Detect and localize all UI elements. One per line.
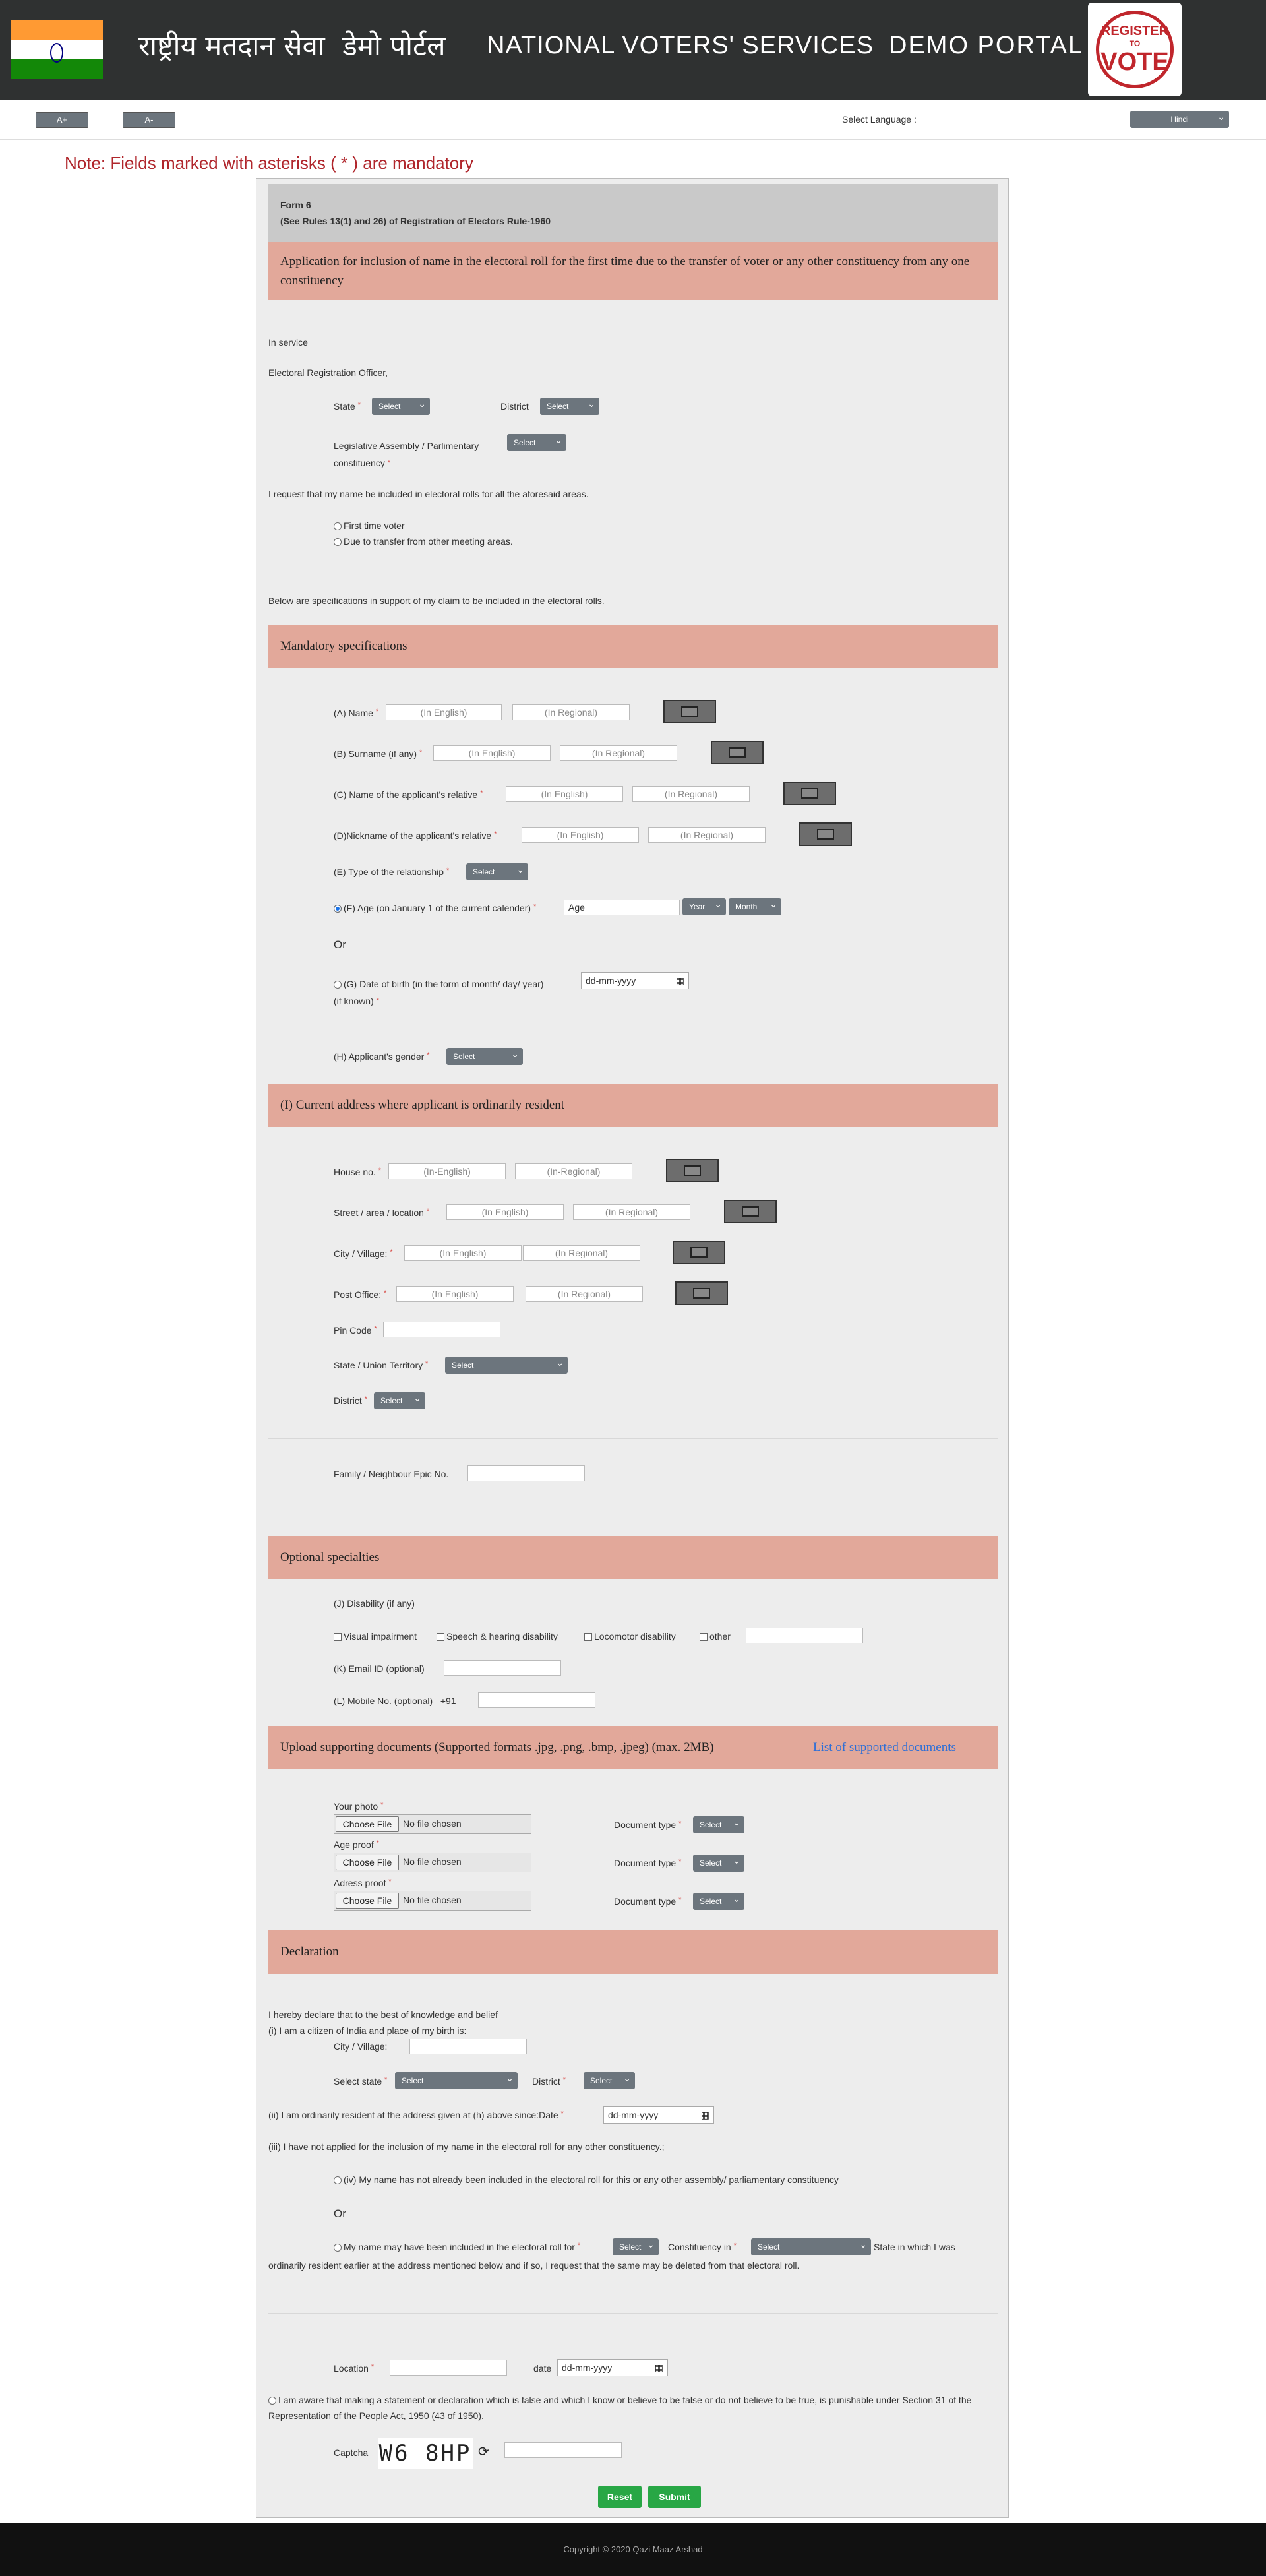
divider [268,2313,998,2314]
relative-english-input[interactable]: (In English) [506,786,623,802]
font-increase-button[interactable]: A+ [36,112,88,128]
hindi-title: राष्ट्रीय मतदान सेवा डेमो पोर्टल [138,30,446,62]
relative-label: (C) Name of the applicant's relative * [334,789,483,800]
post-regional-input[interactable]: (In Regional) [526,1286,643,1302]
relative-regional-input[interactable]: (In Regional) [632,786,750,802]
site-title: NATIONAL VOTERS' SERVICES [487,32,874,59]
keyboard-icon[interactable] [724,1200,777,1223]
city-english-input[interactable]: (In English) [404,1245,522,1261]
font-decrease-button[interactable]: A- [123,112,175,128]
form-header: Form 6 (See Rules 13(1) and 26) of Registration of Electors Rule-1960 [268,184,998,242]
demo-portal-label: DEMO PORTAL [889,32,1084,59]
photo-label: Your photo * [334,1801,384,1812]
assembly-label: Legislative Assembly / Parlimentary constituency * [334,441,479,468]
keyboard-icon[interactable] [666,1159,719,1182]
age-radio[interactable]: (F) Age (on January 1 of the current calender) * [334,903,536,913]
keyboard-icon[interactable] [673,1241,725,1264]
surname-label: (B) Surname (if any) * [334,749,423,759]
gender-select[interactable]: Select ⌄ [446,1048,523,1065]
keyboard-icon[interactable] [799,822,852,846]
keyboard-icon[interactable] [783,782,836,805]
locomotor-checkbox[interactable]: Locomotor disability [584,1631,676,1641]
post-english-input[interactable]: (In English) [396,1286,514,1302]
citizen-text: (i) I am a citizen of India and place of my birth is: [268,2025,467,2036]
state-ut-select[interactable]: Select ⌄ [445,1357,568,1374]
or-text: Or [334,938,346,951]
footer: Copyright © 2020 Qazi Maaz Arshad [0,2523,1266,2576]
toolbar [0,100,1266,140]
may-be-included-radio[interactable]: My name may have been included in the electoral roll for * [334,2242,580,2252]
pin-input[interactable] [383,1322,500,1337]
address-proof-label: Adress proof * [334,1878,392,1888]
declaration-date-input[interactable]: dd-mm-yyyy ▦ [557,2359,668,2376]
captcha-image: W6 8HP [378,2438,473,2469]
disability-label: (J) Disability (if any) [334,1598,415,1609]
month-select[interactable]: Month ⌄ [729,898,781,915]
epic-label: Family / Neighbour Epic No. [334,1469,449,1479]
dob-radio[interactable]: (G) Date of birth (in the form of month/ day/ year) (if known) * [334,979,544,1006]
house-regional-input[interactable]: (In-Regional) [515,1163,632,1179]
year-select[interactable]: Year ⌄ [682,898,726,915]
email-label: (K) Email ID (optional) [334,1663,425,1674]
language-select[interactable]: Hindi ⌄ [1130,111,1229,128]
house-label: House no. * [334,1167,381,1177]
doctype-label: Document type * [614,1858,682,1868]
request-text: I request that my name be included in electoral rolls for all the aforesaid areas. [268,489,589,499]
nickname-english-input[interactable]: (In English) [522,827,639,843]
relationship-label: (E) Type of the relationship * [334,867,450,877]
keyboard-icon[interactable] [663,700,716,723]
optional-heading: Optional specialties [268,1536,998,1579]
location-label: Location * [334,2363,375,2374]
in-service-text: In service [268,337,308,348]
street-regional-input[interactable]: (In Regional) [573,1204,690,1220]
post-office-label: Post Office: * [334,1289,387,1300]
address-heading: (I) Current address where applicant is ordinarily resident [268,1084,998,1127]
form-banner: Application for inclusion of name in the electoral roll for the first time due to the transfer of voter or any other constituency from any one constituency [268,242,998,300]
address-proof-file-input[interactable]: Choose File No file chosen [334,1891,531,1911]
not-applied-text: (iii) I have not applied for the inclusion of my name in the electoral roll for any other constituency.; [268,2141,665,2152]
street-label: Street / area / location * [334,1208,430,1218]
photo-file-input[interactable]: Choose File No file chosen [334,1814,531,1834]
city-regional-input[interactable]: (In Regional) [523,1245,640,1261]
register-to-vote-logo: REGISTER TO VOTE [1088,3,1182,96]
assembly-select[interactable]: Select ⌄ [507,434,566,451]
epic-input[interactable] [467,1465,585,1481]
form-6 [256,178,1009,2518]
location-input[interactable] [390,2360,507,2376]
address-district-select[interactable]: Select ⌄ [374,1392,425,1409]
submit-button[interactable]: Submit [648,2486,701,2508]
keyboard-icon[interactable] [675,1281,728,1305]
age-doctype-select[interactable]: Select ⌄ [693,1855,744,1872]
nickname-regional-input[interactable]: (In Regional) [648,827,766,843]
date-label: date [533,2363,552,2374]
birth-state-label: Select state * [334,2076,388,2087]
upload-heading: Upload supporting documents (Supported formats .jpg, .png, .bmp, .jpeg) (max. 2MB) List of supported documents [268,1726,998,1769]
deletion-request-text: ordinarily resident earlier at the address mentioned below and if so, I request that the same may be deleted from that electoral roll. [268,2260,800,2271]
name-regional-input[interactable]: (In Regional) [512,704,630,720]
state-ut-label: State / Union Territory * [334,1360,429,1370]
speech-hearing-checkbox[interactable]: Speech & hearing disability [437,1631,558,1641]
age-input[interactable]: Age [564,900,680,915]
first-time-voter-radio[interactable]: First time voter [334,520,405,531]
officer-text: Electoral Registration Officer, [268,367,388,378]
doctype-label: Document type * [614,1896,682,1907]
not-included-radio[interactable]: (iv) My name has not already been included in the electoral roll for this or any other assembly/ parliamentary constituency [334,2174,839,2185]
india-flag-icon [11,20,103,79]
gender-label: (H) Applicant's gender * [334,1051,430,1062]
other-checkbox[interactable]: other [700,1631,731,1641]
name-label: (A) Name * [334,708,379,718]
captcha-label: Captcha [334,2447,369,2458]
district-label: District [500,401,529,412]
other-input[interactable] [746,1628,863,1643]
mandatory-note: Note: Fields marked with asterisks ( * ) are mandatory [65,153,473,173]
mobile-label: (L) Mobile No. (optional) +91 [334,1696,456,1706]
street-english-input[interactable]: (In English) [446,1204,564,1220]
state-select[interactable]: Select ⌄ [372,398,430,415]
photo-doctype-select[interactable]: Select ⌄ [693,1816,744,1833]
birth-district-select[interactable]: Select ⌄ [584,2072,635,2089]
city-label: City / Village: * [334,1248,393,1259]
pin-label: Pin Code * [334,1325,377,1335]
constituency-in-label: Constituency in * [668,2242,737,2252]
divider [268,1438,998,1439]
mobile-input[interactable] [478,1692,595,1708]
dob-date-input[interactable]: dd-mm-yyyy ▦ [581,972,689,989]
state-text: State in which I was [874,2242,955,2252]
nickname-label: (D)Nickname of the applicant's relative * [334,830,497,841]
mandatory-heading: Mandatory specifications [268,625,998,668]
birth-city-input[interactable] [409,2039,527,2054]
age-proof-file-input[interactable]: Choose File No file chosen [334,1853,531,1872]
name-english-input[interactable]: (In English) [386,704,502,720]
visual-impairment-checkbox[interactable]: Visual impairment [334,1631,417,1641]
relationship-select[interactable]: Select ⌄ [466,863,528,880]
resident-since-label: (ii) I am ordinarily resident at the address given at (h) above since:Date * [268,2110,564,2120]
constituency-select[interactable]: Select ⌄ [613,2238,659,2255]
captcha-input[interactable] [504,2442,622,2458]
declaration-heading: Declaration [268,1930,998,1974]
site-header [0,0,1266,100]
surname-english-input[interactable]: (In English) [433,745,551,761]
aware-checkbox[interactable]: I am aware that making a statement or declaration which is false and which I know or believe to be false or do not believe to be true, is punishable under Section 31 of the Representation of the People Act, 1950 (43 of 1950). [268,2395,972,2421]
surname-regional-input[interactable]: (In Regional) [560,745,677,761]
keyboard-icon[interactable] [711,741,764,764]
transfer-radio[interactable]: Due to transfer from other meeting areas. [334,536,513,547]
age-proof-label: Age proof * [334,1839,379,1850]
state-label: State * [334,401,361,412]
district-select[interactable]: Select ⌄ [540,398,599,415]
declaration-intro: I hereby declare that to the best of knowledge and belief [268,2009,498,2020]
house-english-input[interactable]: (In-English) [388,1163,506,1179]
address-district-label: District * [334,1395,367,1406]
doctype-label: Document type * [614,1820,682,1830]
below-text: Below are specifications in support of my claim to be included in the electoral rolls. [268,596,605,606]
reset-button[interactable]: Reset [598,2486,642,2508]
supported-documents-link[interactable]: List of supported documents [813,1740,956,1754]
email-input[interactable] [444,1660,561,1676]
birth-state-select[interactable]: Select ⌄ [395,2072,518,2089]
resident-date-input[interactable]: dd-mm-yyyy ▦ [603,2106,714,2124]
birth-city-label: City / Village: [334,2041,388,2052]
or-text: Or [334,2207,346,2220]
address-doctype-select[interactable]: Select ⌄ [693,1893,744,1910]
language-label: Select Language : [842,114,917,125]
birth-district-label: District * [532,2076,566,2087]
prev-state-select[interactable]: Select ⌄ [751,2238,871,2255]
refresh-icon[interactable]: ⟳ [478,2445,489,2459]
